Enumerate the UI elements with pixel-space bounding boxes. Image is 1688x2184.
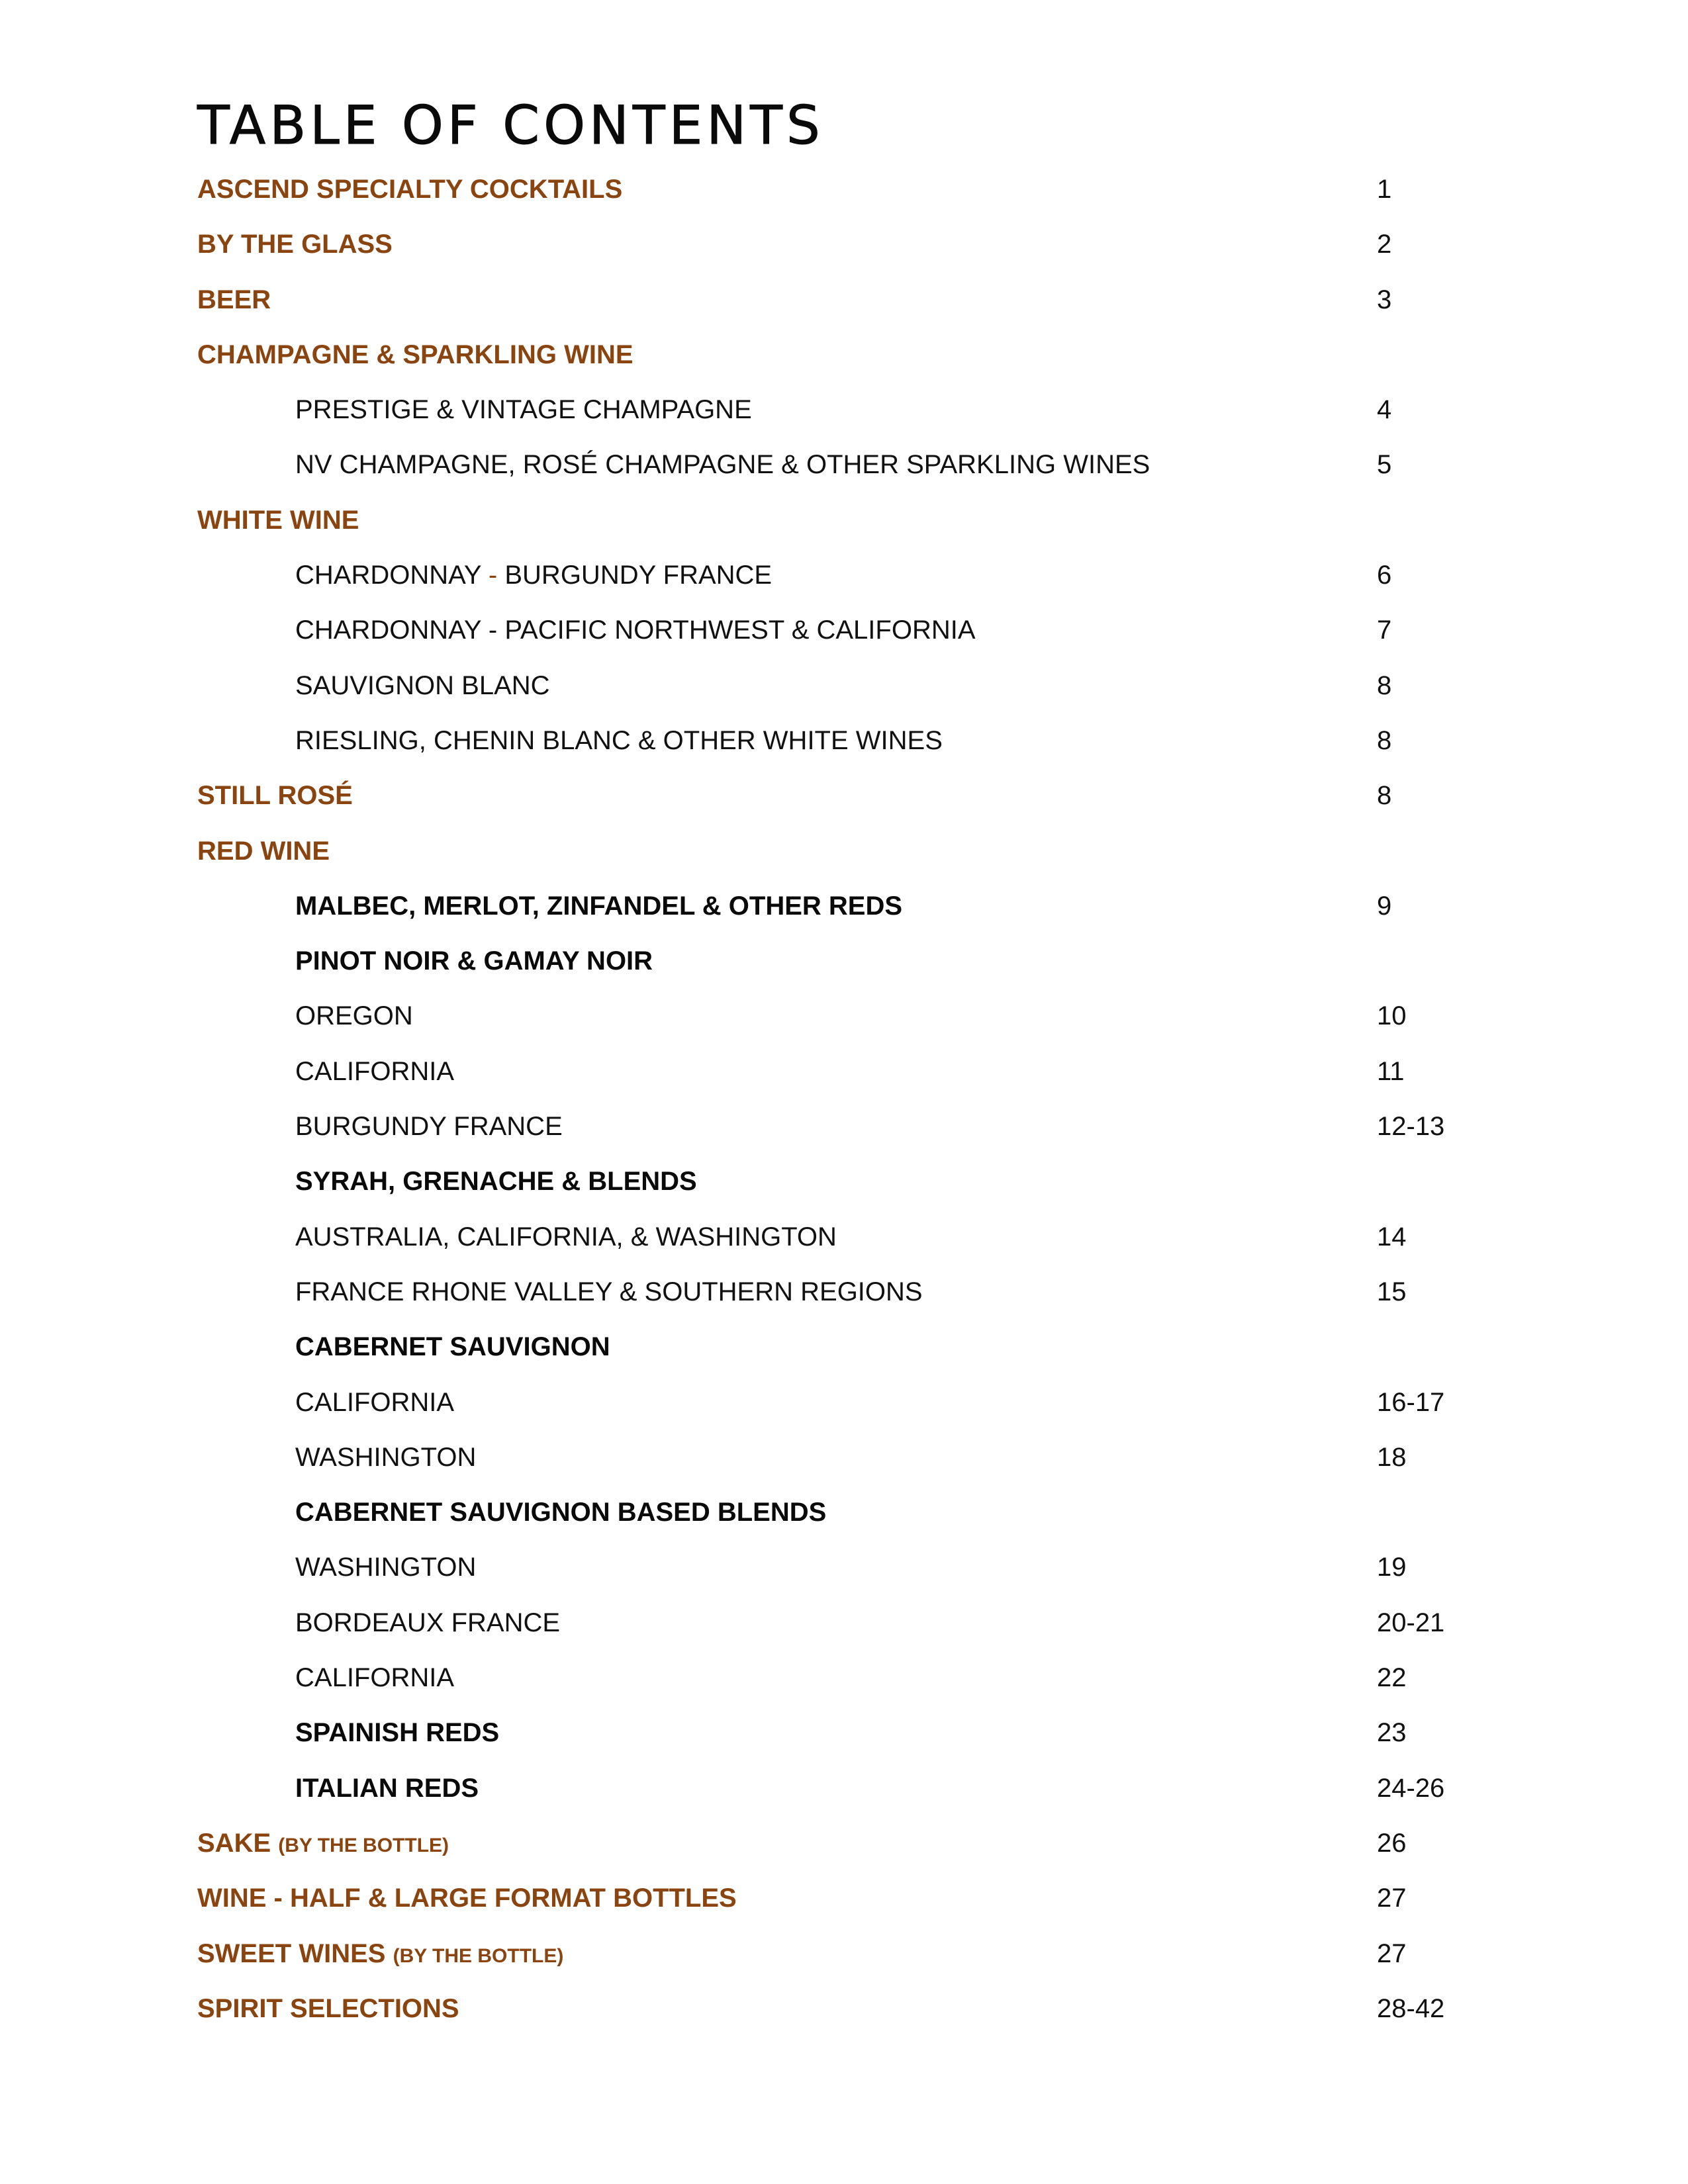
toc-item-entry[interactable] (0, 441, 1688, 496)
toc-group-entry[interactable] (0, 1323, 1688, 1378)
toc-page-number: 19 (1377, 1553, 1407, 1582)
toc-section-entry[interactable] (0, 772, 1688, 827)
toc-page-number: 26 (1377, 1828, 1407, 1858)
page-title: TABLE OF CONTENTS (197, 95, 824, 156)
toc-entry-label: WASHINGTON (295, 1442, 477, 1472)
toc-page-number: 8 (1377, 781, 1392, 811)
toc-entry-label-part: CHARDONNAY (295, 561, 481, 590)
toc-entry-note: (BY THE BOTTLE) (278, 1834, 449, 1856)
toc-entry-label: PRESTIGE & VINTAGE CHAMPAGNE (295, 395, 752, 425)
toc-item-entry[interactable] (0, 717, 1688, 772)
toc-section-entry[interactable] (0, 165, 1688, 220)
toc-list (0, 165, 1688, 2040)
toc-entry-label: CABERNET SAUVIGNON BASED BLENDS (295, 1498, 827, 1527)
toc-page-number: 4 (1377, 395, 1392, 425)
toc-page-number: 20-21 (1377, 1608, 1445, 1637)
toc-page-number: 14 (1377, 1222, 1407, 1251)
toc-entry-label-part: SWEET WINES (197, 1938, 386, 1968)
toc-page-number: 11 (1377, 1056, 1405, 1086)
toc-item-entry[interactable] (0, 1379, 1688, 1433)
toc-page-number: 12-13 (1377, 1112, 1445, 1142)
toc-section-entry[interactable] (0, 220, 1688, 275)
toc-entry-label: CABERNET SAUVIGNON (295, 1332, 610, 1362)
toc-entry-label: STILL ROSÉ (197, 781, 353, 811)
toc-item-entry[interactable] (0, 386, 1688, 441)
toc-entry-label-part: SAKE (197, 1828, 271, 1858)
toc-page-number: 10 (1377, 1001, 1407, 1031)
toc-entry-label: ITALIAN REDS (295, 1773, 479, 1803)
toc-item-entry[interactable] (0, 1048, 1688, 1103)
toc-entry-label: CALIFORNIA (295, 1056, 455, 1086)
toc-page-number: 2 (1377, 230, 1392, 259)
toc-entry-label (295, 559, 772, 591)
toc-section-entry[interactable] (0, 331, 1688, 386)
toc-item-entry[interactable] (0, 992, 1688, 1047)
toc-item-entry[interactable] (0, 1543, 1688, 1598)
toc-page-number: 7 (1377, 615, 1392, 645)
toc-page-number: 5 (1377, 450, 1392, 480)
toc-entry-label: BORDEAUX FRANCE (295, 1608, 561, 1637)
toc-section-entry[interactable] (0, 827, 1688, 882)
toc-item-entry[interactable] (0, 606, 1688, 661)
toc-page-number: 1 (1377, 175, 1392, 204)
toc-page-number: 15 (1377, 1277, 1407, 1306)
toc-entry-label: SPIRIT SELECTIONS (197, 1993, 459, 2023)
toc-item-entry[interactable] (0, 1654, 1688, 1709)
toc-entry-label: SAUVIGNON BLANC (295, 670, 550, 700)
toc-entry-label: OREGON (295, 1001, 413, 1031)
toc-section-entry[interactable] (0, 1930, 1688, 1985)
toc-entry-label: BEER (197, 285, 271, 314)
toc-entry-label: BY THE GLASS (197, 230, 393, 259)
toc-page-number: 23 (1377, 1718, 1407, 1748)
toc-entry-label: SPAINISH REDS (295, 1718, 500, 1748)
toc-entry-label: CHAMPAGNE & SPARKLING WINE (197, 340, 633, 369)
toc-page-number: 8 (1377, 670, 1392, 700)
toc-entry-label: SYRAH, GRENACHE & BLENDS (295, 1167, 697, 1197)
toc-entry-label (197, 1827, 449, 1862)
toc-item-entry[interactable] (0, 1599, 1688, 1654)
toc-item-entry[interactable] (0, 1433, 1688, 1488)
toc-item-entry[interactable] (0, 662, 1688, 717)
toc-item-entry[interactable] (0, 1268, 1688, 1323)
toc-section-entry[interactable] (0, 1874, 1688, 1929)
toc-group-entry[interactable] (0, 937, 1688, 992)
toc-entry-label: ASCEND SPECIALTY COCKTAILS (197, 175, 623, 204)
toc-page-number: 28-42 (1377, 1993, 1445, 2023)
toc-entry-label: CHARDONNAY - PACIFIC NORTHWEST & CALIFORNIA (295, 615, 976, 645)
toc-item-entry[interactable] (0, 1213, 1688, 1268)
toc-page-number: 27 (1377, 1938, 1407, 1968)
toc-page-number: 8 (1377, 725, 1392, 755)
toc-entry-label: BURGUNDY FRANCE (295, 1112, 563, 1142)
toc-group-entry[interactable] (0, 1764, 1688, 1819)
toc-page-number: 27 (1377, 1884, 1407, 1913)
toc-section-entry[interactable] (0, 496, 1688, 551)
toc-page-number: 9 (1377, 891, 1392, 921)
toc-group-entry[interactable] (0, 1709, 1688, 1764)
toc-group-entry[interactable] (0, 1488, 1688, 1543)
toc-entry-label: WINE - HALF & LARGE FORMAT BOTTLES (197, 1884, 737, 1913)
toc-entry-label: MALBEC, MERLOT, ZINFANDEL & OTHER REDS (295, 891, 903, 921)
toc-item-entry[interactable] (0, 1103, 1688, 1158)
toc-group-entry[interactable] (0, 1158, 1688, 1212)
toc-page-number: 6 (1377, 561, 1392, 590)
toc-entry-label: WHITE WINE (197, 505, 359, 535)
toc-entry-note: (BY THE BOTTLE) (393, 1944, 564, 1967)
toc-section-entry[interactable] (0, 1819, 1688, 1874)
toc-entry-label: RED WINE (197, 836, 330, 866)
toc-group-entry[interactable] (0, 882, 1688, 937)
toc-entry-label: NV CHAMPAGNE, ROSÉ CHAMPAGNE & OTHER SPARKLING WINES (295, 450, 1150, 480)
toc-entry-dash: - (488, 561, 498, 590)
toc-page-number: 18 (1377, 1442, 1407, 1472)
toc-entry-label-part: BURGUNDY FRANCE (504, 561, 773, 590)
toc-entry-label: PINOT NOIR & GAMAY NOIR (295, 946, 653, 976)
toc-section-entry[interactable] (0, 1985, 1688, 2040)
toc-entry-label: RIESLING, CHENIN BLANC & OTHER WHITE WINES (295, 725, 943, 755)
toc-entry-label (197, 1938, 563, 1972)
toc-entry-label: CALIFORNIA (295, 1663, 455, 1693)
toc-section-entry[interactable] (0, 276, 1688, 331)
toc-item-entry[interactable] (0, 551, 1688, 606)
toc-page-number: 3 (1377, 285, 1392, 314)
toc-entry-label: FRANCE RHONE VALLEY & SOUTHERN REGIONS (295, 1277, 923, 1306)
toc-entry-label: AUSTRALIA, CALIFORNIA, & WASHINGTON (295, 1222, 837, 1251)
toc-entry-label: CALIFORNIA (295, 1387, 455, 1417)
toc-page-number: 22 (1377, 1663, 1407, 1693)
toc-entry-label: WASHINGTON (295, 1553, 477, 1582)
toc-page-number: 16-17 (1377, 1387, 1445, 1417)
toc-page-number: 24-26 (1377, 1773, 1445, 1803)
